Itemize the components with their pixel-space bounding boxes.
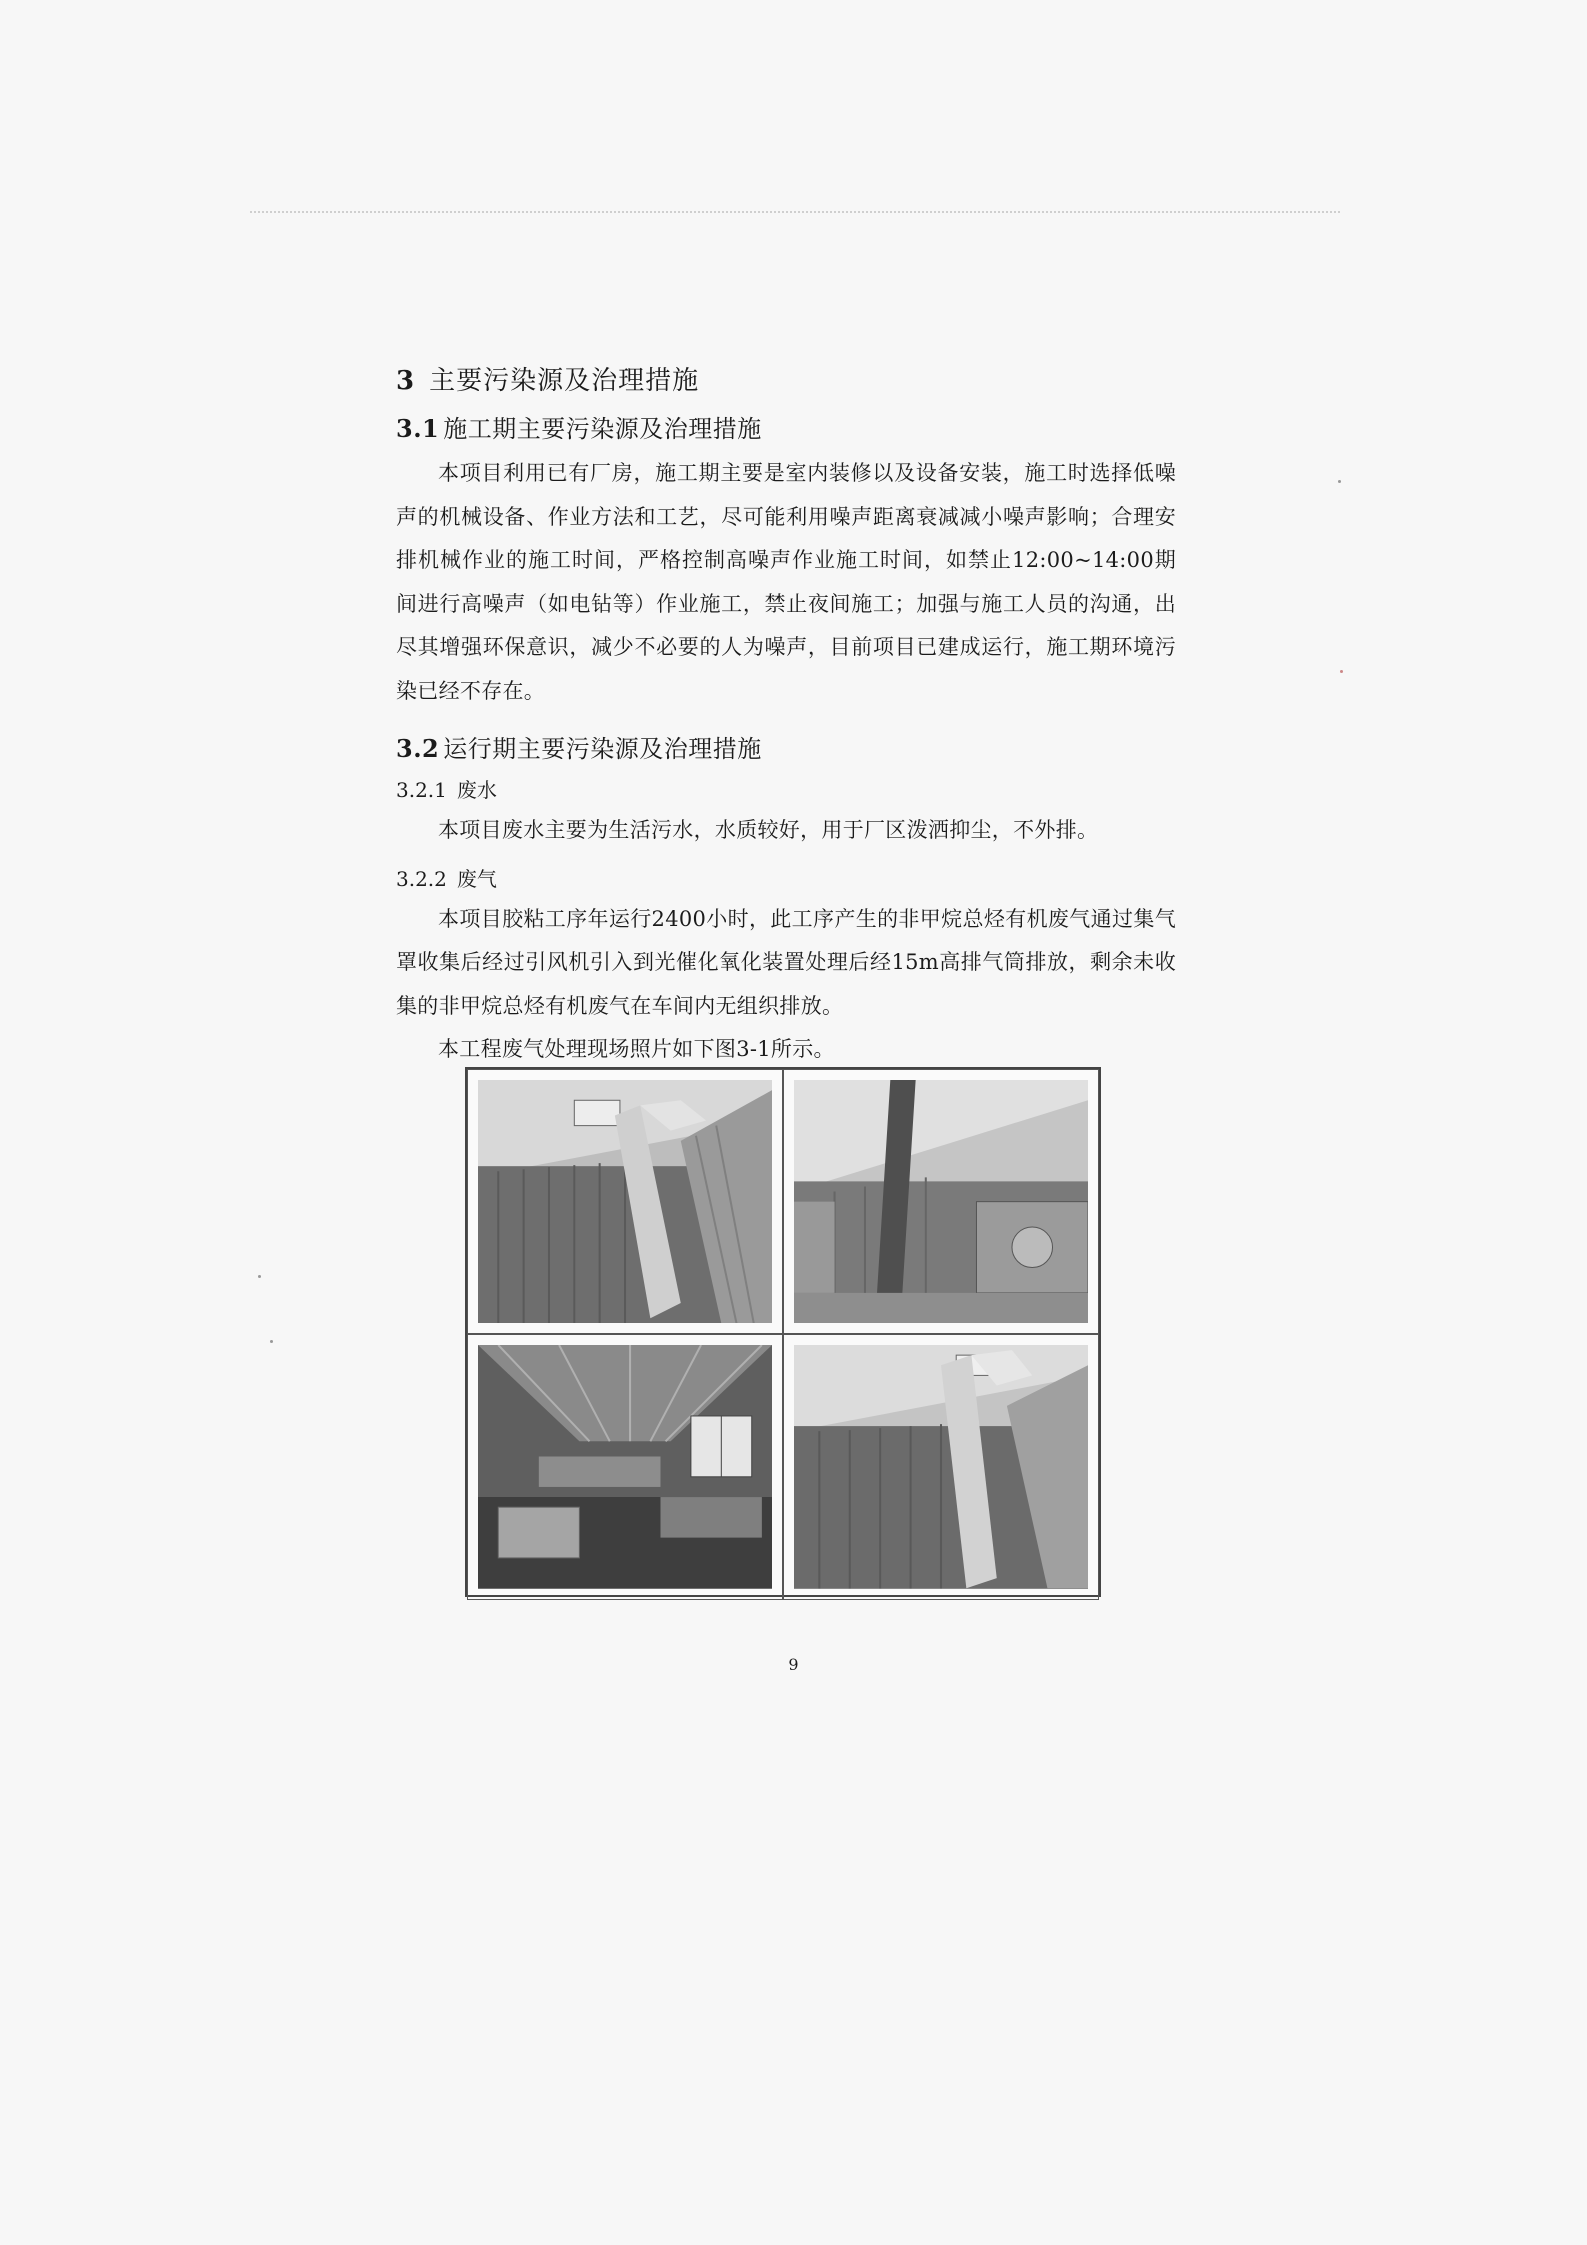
subsubsection-title: 废气 <box>456 866 497 891</box>
subsubsection-heading-3-2-2 <box>396 863 1176 892</box>
exhaust-duct-photo-3 <box>794 1345 1088 1588</box>
subsection-heading-3-2 <box>396 729 1176 764</box>
subsubsection-number: 3.2.2 <box>396 866 447 891</box>
subsection-number: 3.1 <box>396 414 440 443</box>
scan-edge-line <box>250 211 1340 213</box>
scan-speck <box>270 1340 273 1343</box>
subsection-title: 运行期主要污染源及治理措施 <box>443 735 762 763</box>
subsubsection-heading-3-2-1 <box>396 774 1176 803</box>
subsection-heading-3-1 <box>396 409 1176 444</box>
subsection-number: 3.2 <box>396 734 440 763</box>
exhaust-duct-photo-1 <box>478 1080 772 1323</box>
page-number: 9 <box>788 1655 799 1674</box>
construction-period-paragraph: 本项目利用已有厂房，施工期主要是室内装修以及设备安装，施工时选择低噪声的机械设备、作业方法和工艺，尽可能利用噪声距离衰减减小噪声影响；合理安排机械作业的施工时间，严格控制高噪声作业施工时间，如禁止12:00~14:00期间进行高噪声（如电钻等）作业施工，禁止夜间施工；加强与施工人员的沟通，出尽其增强环保意识，减少不必要的人为噪声，目前项目已建成运行，施工期环境污染已经不存在。 <box>396 461 1176 703</box>
document-body <box>396 360 1176 1072</box>
photo-cell <box>467 1334 783 1599</box>
figure-intro-paragraph: 本工程废气处理现场照片如下图3-1所示。 <box>438 1037 835 1061</box>
subsection-title: 施工期主要污染源及治理措施 <box>443 415 762 443</box>
section-number: 3 <box>396 366 416 396</box>
scan-speck <box>258 1275 261 1278</box>
scan-speck <box>1338 480 1341 483</box>
subsubsection-title: 废水 <box>456 778 497 802</box>
photo-cell <box>783 1334 1099 1599</box>
section-title: 主要污染源及治理措施 <box>429 366 700 396</box>
photo-cell <box>467 1069 783 1334</box>
photo-cell <box>783 1069 1099 1334</box>
section-heading <box>396 360 1176 397</box>
scan-speck <box>1340 670 1343 673</box>
workshop-interior-photo <box>478 1345 772 1588</box>
wastewater-paragraph: 本项目废水主要为生活污水，水质较好，用于厂区泼洒抑尘，不外排。 <box>438 818 1099 842</box>
exhaust-duct-photo-2 <box>794 1080 1088 1323</box>
subsubsection-number: 3.2.1 <box>396 778 447 802</box>
wastegas-paragraph: 本项目胶粘工序年运行2400小时，此工序产生的非甲烷总烃有机废气通过集气罩收集后经过引风机引入到光催化氧化装置处理后经15m高排气筒排放，剩余未收集的非甲烷总烃有机废气在车间内无组织排放。 <box>396 906 1176 1018</box>
figure-3-1-photo-grid <box>465 1067 1101 1597</box>
